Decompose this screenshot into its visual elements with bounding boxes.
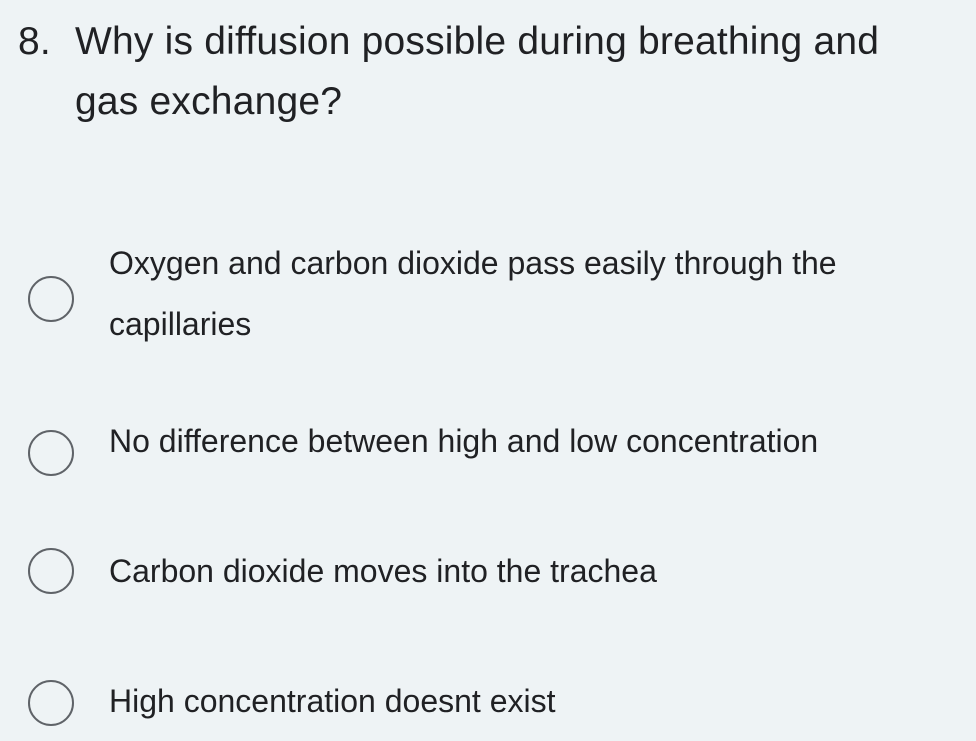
radio-button-icon[interactable]	[28, 430, 74, 476]
radio-button-icon[interactable]	[28, 680, 74, 726]
radio-button-icon[interactable]	[28, 276, 74, 322]
answer-option-2[interactable]	[28, 410, 948, 480]
question-number: 8.	[18, 20, 51, 63]
answer-option-label: No difference between high and low concentration	[109, 423, 819, 459]
answer-option-1[interactable]	[28, 233, 948, 363]
answer-option-label	[109, 233, 959, 355]
answer-option-label-line-1: Oxygen and carbon dioxide pass easily through the	[109, 245, 837, 281]
radio-button-icon[interactable]	[28, 548, 74, 594]
answer-option-3[interactable]	[28, 541, 948, 611]
answer-option-label: Carbon dioxide moves into the trachea	[109, 553, 657, 589]
answer-option-label: High concentration doesnt exist	[109, 683, 556, 719]
question-text-line-1: Why is diffusion possible during breathing and	[75, 20, 880, 63]
question-title	[18, 12, 976, 132]
answer-option-label-line-2: capillaries	[109, 306, 252, 342]
question-text-line-2: gas exchange?	[75, 80, 343, 123]
answer-option-4[interactable]	[28, 669, 948, 739]
